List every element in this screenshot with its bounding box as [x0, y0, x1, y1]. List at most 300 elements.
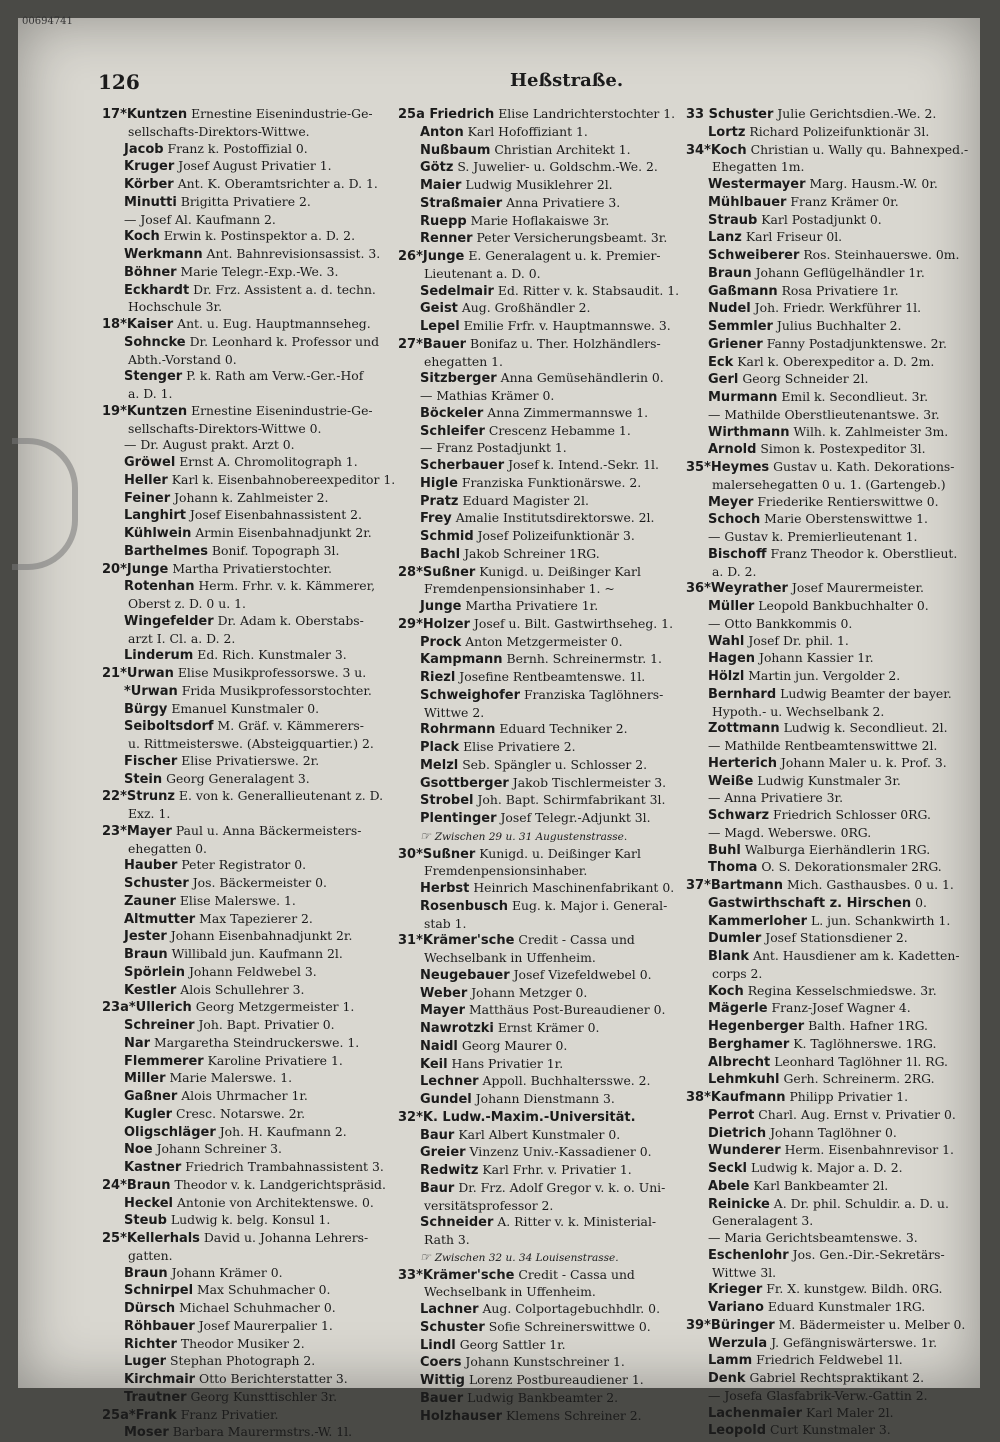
directory-entry [686, 1230, 976, 1247]
resident-details: — Josef Al. Kaufmann 2. [124, 211, 276, 227]
resident-details: Georg Sattler 1r. [459, 1336, 566, 1352]
resident-name: 22*Strunz [102, 789, 175, 805]
resident-details: — Gustav k. Premierlieutenant 1. [708, 529, 918, 544]
resident-name: Nar [124, 1035, 151, 1051]
directory-entry [398, 159, 688, 177]
directory-entry [686, 494, 976, 512]
resident-details: Cresc. Notarswe. 2r. [176, 1105, 306, 1121]
resident-details: Theodor Musiker 2. [180, 1335, 305, 1351]
directory-entry [686, 704, 976, 721]
resident-details: Elise Musikprofessorswe. 3 u. [177, 665, 367, 680]
resident-details: Antonie von Architektenswe. 0. [176, 1194, 374, 1210]
resident-name: Steub [124, 1213, 167, 1229]
directory-entry [686, 124, 976, 142]
resident-name: Geist [420, 301, 458, 317]
directory-entry [102, 1124, 392, 1142]
resident-details: Wechselbank in Uffenheim. [424, 950, 596, 965]
directory-entry [398, 634, 688, 652]
directory-entry [686, 1125, 976, 1143]
resident-name: 29*Holzer [398, 616, 470, 632]
resident-name: Lanz [708, 230, 742, 246]
directory-entry [398, 1301, 688, 1319]
resident-details: Martin jun. Vergolder 2. [748, 668, 901, 683]
resident-details: Karl Bankbeamter 2l. [753, 1177, 889, 1193]
resident-name: Böhner [124, 264, 177, 280]
resident-name: Dumler [708, 931, 762, 947]
resident-details: Marie Telegr.-Exp.-We. 3. [180, 263, 339, 279]
directory-entry [686, 1388, 976, 1405]
directory-entry [398, 283, 688, 301]
resident-details: Ant. Bahnrevisionsassist. 3. [206, 246, 381, 261]
directory-entry [102, 1035, 392, 1053]
column-middle [398, 106, 688, 1425]
resident-name: Pratz [420, 493, 459, 509]
resident-name: Mayer [420, 1003, 466, 1019]
directory-entry [398, 230, 688, 248]
resident-name: Kirchmair [124, 1372, 196, 1387]
directory-entry [102, 106, 392, 124]
resident-details: arzt I. Cl. a. D. 2. [128, 630, 236, 646]
directory-page [18, 16, 980, 1441]
directory-entry [102, 316, 392, 334]
resident-name: Schnirpel [124, 1283, 194, 1299]
directory-entry [686, 529, 976, 546]
resident-name: Stein [124, 771, 163, 787]
directory-entry [686, 546, 976, 564]
resident-name: Nudel [708, 301, 751, 317]
resident-details: Amalie Institutsdirektorswe. 2l. [455, 510, 655, 526]
resident-details: Simon k. Postexpeditor 3l. [760, 441, 926, 457]
directory-entry [398, 828, 688, 846]
resident-name: Krieger [708, 1282, 763, 1298]
resident-details: Rosa Privatiere 1r. [781, 282, 899, 298]
resident-details: Martha Privatierstochter. [172, 560, 332, 576]
directory-entry [686, 424, 976, 442]
page-header [98, 64, 978, 104]
resident-name: Baur [420, 1180, 455, 1196]
directory-entry [398, 1390, 688, 1408]
directory-entry [102, 613, 392, 631]
resident-name: 24*Braun [102, 1177, 171, 1193]
directory-entry [398, 1144, 688, 1162]
directory-entry [686, 407, 976, 424]
resident-name: Schleifer [420, 423, 485, 439]
resident-details: M. Gräf. v. Kämmerers- [217, 718, 364, 734]
resident-details: — Magd. Weberswe. 0RG. [708, 824, 872, 840]
resident-details: Josef Dr. phil. 1. [748, 632, 849, 648]
directory-entry [398, 124, 688, 142]
directory-entry [398, 318, 688, 336]
resident-details: Erwin k. Postinspektor a. D. 2. [163, 228, 356, 244]
resident-name: Murmann [708, 390, 778, 405]
resident-details: Ludwig k. Major a. D. 2. [750, 1160, 903, 1175]
directory-entry [686, 354, 976, 372]
resident-details: Anton Metzgermeister 0. [465, 633, 623, 649]
resident-details: Josefine Rentbeamtenswe. 1l. [459, 669, 646, 684]
resident-details: Ernst Krämer 0. [497, 1020, 600, 1035]
resident-name: Lachner [420, 1302, 479, 1317]
directory-entry [686, 229, 976, 247]
resident-name: 35*Heymes [686, 460, 770, 475]
directory-entry [102, 1300, 392, 1318]
directory-entry [686, 1196, 976, 1214]
resident-name: Bernhard [708, 686, 777, 702]
resident-details: Julie Gerichtsdien.-We. 2. [777, 106, 937, 121]
resident-name: Gundel [420, 1092, 472, 1107]
directory-entry [102, 525, 392, 543]
directory-entry [102, 1070, 392, 1088]
resident-details: Zwischen 32 u. 34 Louisenstrasse. [434, 1251, 619, 1264]
resident-details: Franziska Funktionärswe. 2. [461, 474, 642, 490]
directory-entry [102, 1371, 392, 1389]
resident-name: Greier [420, 1145, 466, 1161]
directory-entry [398, 1180, 688, 1198]
directory-entry [686, 720, 976, 738]
resident-details: Hypoth.- u. Wechselbank 2. [712, 703, 885, 719]
resident-details: Herm. Eisenbahnrevisor 1. [784, 1142, 954, 1158]
resident-details: Marie Malerswe. 1. [169, 1070, 293, 1086]
resident-name: Braun [124, 1265, 168, 1281]
directory-entry [102, 857, 392, 875]
resident-details: Karl Hofoffiziant 1. [467, 123, 588, 139]
resident-details: Gerh. Schreinerm. 2RG. [783, 1071, 935, 1087]
resident-details: Josef Vizefeldwebel 0. [513, 966, 652, 982]
directory-entry [686, 1317, 976, 1335]
resident-name: Meyer [708, 494, 754, 510]
resident-details: Johann Taglöhner 0. [770, 1124, 897, 1140]
directory-entry [686, 459, 976, 477]
resident-details: Ernst A. Chromolitograph 1. [179, 454, 358, 469]
resident-details: — Mathilde Rentbeamtenswittwe 2l. [708, 738, 938, 753]
resident-details: Josef u. Bilt. Gastwirthseheg. 1. [473, 615, 674, 631]
resident-name: Baur [420, 1127, 455, 1143]
directory-entry [398, 1372, 688, 1390]
resident-name: 27*Bauer [398, 336, 467, 352]
resident-name: Neugebauer [420, 967, 510, 983]
resident-details: E. von k. Generallieutenant z. D. [178, 788, 384, 804]
directory-entry [102, 823, 392, 841]
resident-name: Sedelmair [420, 283, 494, 299]
resident-name: Bischoff [708, 546, 767, 562]
directory-entry [102, 334, 392, 352]
directory-entry [686, 194, 976, 212]
directory-entry [686, 983, 976, 1001]
resident-details: A. Dr. phil. Schuldir. a. D. u. [773, 1195, 949, 1211]
resident-name: Böckeler [420, 405, 484, 421]
resident-name: Heckel [124, 1195, 173, 1211]
resident-details: Willibald jun. Kaufmann 2l. [171, 946, 343, 961]
resident-details: Crescenz Hebamme 1. [488, 422, 631, 438]
resident-details: Hans Privatier 1r. [451, 1055, 564, 1071]
resident-name: 37*Bartmann [686, 878, 784, 893]
resident-name: 18*Kaiser [102, 317, 174, 332]
directory-entry [102, 964, 392, 982]
resident-details: Josef Maurermeister. [791, 580, 924, 596]
directory-entry [102, 928, 392, 946]
resident-name: Anton [420, 124, 464, 140]
resident-details: Richard Polizeifunktionär 3l. [749, 123, 930, 139]
resident-details: Gustav u. Kath. Dekorations- [773, 459, 955, 474]
resident-details: Marg. Hausm.-W. 0r. [809, 176, 938, 191]
directory-entry [686, 1281, 976, 1299]
resident-details: Anna Gemüsehändlerin 0. [500, 370, 664, 386]
directory-entry [102, 471, 396, 490]
resident-name: Nußbaum [420, 142, 491, 158]
resident-details: Friedrich Feldwebel 1l. [756, 1352, 903, 1368]
resident-details: Elise Landrichterstochter 1. [498, 106, 676, 121]
directory-entry [686, 650, 976, 668]
resident-details: Ed. Ritter v. k. Stabsaudit. 1. [497, 282, 680, 298]
resident-details: Karl Maler 2l. [806, 1404, 894, 1420]
resident-details: — Anna Privatiere 3r. [708, 790, 844, 806]
resident-name: Denk [708, 1371, 746, 1386]
resident-name: Linderum [124, 648, 194, 664]
resident-name: Schoch [708, 512, 761, 528]
resident-name: Gsottberger [420, 775, 509, 791]
resident-details: Ludwig Musiklehrer 2l. [465, 177, 613, 192]
resident-name: Müller [708, 599, 755, 614]
resident-name: Griener [708, 336, 763, 352]
resident-name: Reinicke [708, 1196, 770, 1212]
resident-details: Elise Privatierswe. 2r. [181, 752, 320, 768]
resident-name: Semmler [708, 319, 773, 334]
resident-name: 23*Mayer [102, 823, 172, 839]
resident-name: Richter [124, 1336, 177, 1352]
resident-details: Margaretha Steindruckerswe. 1. [154, 1034, 360, 1050]
resident-name: Flemmerer [124, 1053, 204, 1069]
directory-entry [398, 863, 688, 880]
directory-entry [686, 773, 976, 791]
resident-details: Sofie Schreinerswittwe 0. [488, 1318, 651, 1334]
resident-name: Eschenlohr [708, 1247, 789, 1263]
resident-name: Seiboltsdorf [124, 719, 214, 735]
resident-name: Moser [124, 1425, 169, 1441]
resident-details: Michael Schuhmacher 0. [179, 1300, 336, 1315]
resident-details: Johann Kassier 1r. [758, 650, 874, 666]
directory-entry [686, 564, 976, 581]
resident-details: Emanuel Kunstmaler 0. [171, 700, 320, 716]
resident-name: Stenger [124, 369, 183, 385]
resident-name: Wunderer [708, 1143, 781, 1159]
directory-entry [102, 299, 392, 316]
resident-details: Franz Privatier. [180, 1406, 279, 1422]
resident-name: 30*Sußner [398, 846, 476, 862]
resident-name: Lechner [420, 1074, 479, 1090]
directory-entry [102, 665, 392, 683]
resident-details: Ant. K. Oberamtsrichter a. D. 1. [177, 176, 378, 191]
resident-details: — Mathias Krämer 0. [420, 388, 555, 403]
resident-name: Braun [708, 265, 752, 281]
resident-details: Georg Maurer 0. [461, 1037, 568, 1053]
directory-entry [398, 581, 688, 598]
resident-details: Regina Kesselschmiedswe. 3r. [747, 982, 937, 998]
directory-entry [398, 1002, 688, 1020]
resident-name: Straub [708, 212, 758, 228]
resident-name: Westermayer [708, 177, 806, 192]
resident-details: Georg Generalagent 3. [166, 770, 310, 786]
resident-details: Johann Kunstschreiner 1. [465, 1354, 625, 1370]
directory-entry [686, 389, 976, 407]
directory-entry [398, 1267, 688, 1285]
directory-entry [686, 441, 976, 459]
resident-details: ehegatten 1. [424, 353, 503, 369]
resident-details: Ant. u. Eug. Hauptmannseheg. [177, 316, 371, 331]
resident-details: Armin Eisenbahnadjunkt 2r. [195, 525, 372, 540]
directory-entry [686, 1054, 976, 1072]
directory-entry [686, 755, 976, 773]
resident-details: Elise Privatiere 2. [463, 739, 576, 754]
resident-details: Appoll. Buchhaltersswe. 2. [482, 1073, 651, 1089]
directory-entry [398, 440, 688, 457]
directory-entry [686, 212, 976, 230]
resident-name: Zauner [124, 893, 176, 909]
directory-entry [102, 718, 392, 736]
resident-details: Ludwig Beamter der bayer. [780, 685, 952, 701]
resident-details: Jakob Schreiner 1RG. [464, 545, 600, 561]
directory-entry [398, 705, 688, 722]
resident-details: L. jun. Schankwirth 1. [811, 912, 951, 928]
resident-name: Schreiner [124, 1018, 195, 1033]
resident-name: Lehmkuhl [708, 1072, 780, 1088]
resident-details: Eduard Magister 2l. [462, 492, 589, 508]
directory-entry [398, 775, 688, 793]
directory-entry [102, 212, 392, 229]
resident-details: Ludwig Kunstmaler 3r. [757, 772, 901, 788]
resident-details: u. Rittmeisterswe. (Absteigquartier.) 2. [128, 736, 374, 751]
directory-entry [398, 546, 688, 564]
resident-details: Friedrich Schlosser 0RG. [773, 807, 931, 822]
directory-entry [398, 1284, 688, 1301]
paper-clip-mark [12, 438, 78, 570]
resident-name: Maier [420, 178, 462, 193]
resident-name: Prock [420, 634, 462, 650]
directory-entry [102, 246, 392, 264]
directory-entry [686, 511, 976, 529]
resident-details: Eug. k. Major i. General- [511, 897, 668, 913]
pointing-hand-icon: ☞ [420, 828, 431, 843]
resident-details: Hochschule 3r. [128, 299, 223, 315]
resident-name: Fischer [124, 753, 178, 769]
resident-details: malersehegatten 0 u. 1. (Gartengeb.) [712, 476, 946, 492]
resident-details: stab 1. [424, 915, 467, 931]
directory-entry [398, 1127, 688, 1145]
directory-entry [398, 564, 688, 582]
directory-entry [398, 950, 688, 967]
directory-entry [398, 669, 688, 687]
directory-entry [102, 124, 392, 141]
directory-entry [102, 753, 392, 771]
resident-details: Kunigd. u. Deißinger Karl [479, 563, 641, 579]
directory-entry [102, 1017, 392, 1035]
resident-details: Eduard Techniker 2. [499, 721, 628, 737]
resident-details: J. Gefängniswärterswe. 1r. [771, 1334, 938, 1350]
directory-entry [398, 248, 688, 266]
resident-details: Seb. Spängler u. Schlosser 2. [462, 756, 648, 772]
resident-name: Lortz [708, 124, 746, 140]
resident-details: sellschafts-Direktors-Wittwe. [128, 123, 310, 139]
resident-name: Melzl [420, 757, 459, 773]
resident-details: Alois Schullehrer 3. [180, 981, 305, 997]
resident-details: Johann Eisenbahnadjunkt 2r. [170, 928, 353, 944]
directory-entry [686, 1405, 976, 1423]
directory-entry [398, 898, 688, 916]
directory-entry [398, 1319, 688, 1337]
directory-entry [398, 967, 688, 985]
resident-details: A. Ritter v. k. Ministerial- [497, 1214, 657, 1230]
resident-name: Trautner [124, 1389, 187, 1405]
resident-name: Körber [124, 177, 174, 192]
directory-entry [102, 403, 392, 421]
page-number: 126 [98, 70, 140, 94]
resident-name: Wahl [708, 633, 745, 649]
directory-entry [686, 668, 976, 686]
directory-entry [102, 141, 392, 159]
resident-name: Weiße [708, 773, 754, 789]
resident-name: Berghamer [708, 1036, 790, 1052]
resident-name: Riezl [420, 670, 456, 685]
directory-entry [102, 806, 392, 823]
directory-entry [686, 1213, 976, 1230]
directory-entry [398, 985, 688, 1003]
directory-entry [686, 283, 976, 301]
resident-name: Altmutter [124, 911, 196, 927]
resident-name: 33 Schuster [686, 107, 774, 122]
directory-entry [686, 336, 976, 354]
resident-name: Redwitz [420, 1163, 479, 1178]
resident-details: Jos. Bäckermeister 0. [192, 875, 327, 890]
directory-entry [102, 228, 392, 246]
resident-details: Karl Postadjunkt 0. [761, 211, 882, 227]
resident-name: 25a*Frank [102, 1407, 177, 1423]
resident-details: Max Schuhmacher 0. [196, 1282, 331, 1298]
resident-details: Marie Oberstenswittwe 1. [764, 511, 928, 527]
directory-entry [686, 1107, 976, 1125]
directory-entry [686, 1422, 976, 1440]
directory-entry [102, 946, 392, 964]
resident-details: Balth. Hafner 1RG. [808, 1018, 928, 1033]
directory-entry [102, 1424, 392, 1442]
directory-entry [398, 1056, 688, 1074]
directory-entry [398, 792, 688, 810]
directory-entry [686, 1000, 976, 1018]
resident-details: Exz. 1. [128, 806, 171, 821]
resident-details: Karl Friseur 0l. [745, 229, 843, 245]
resident-details: Curt Kunstmaler 3. [769, 1422, 891, 1438]
resident-details: S. Juwelier- u. Goldschm.-We. 2. [457, 159, 658, 175]
resident-name: Eckhardt [124, 282, 190, 298]
directory-entry [398, 651, 688, 669]
resident-name: Holzhauser [420, 1408, 503, 1424]
resident-name: Herbst [420, 881, 470, 896]
resident-name: Barthelmes [124, 543, 208, 559]
resident-name: Zottmann [708, 721, 780, 737]
resident-name: 23a*Ullerich [102, 1000, 192, 1016]
resident-name: Heller [124, 472, 168, 488]
resident-details: Dr. Adam k. Oberstabs- [217, 612, 364, 628]
directory-entry [398, 1198, 688, 1215]
resident-name: Lindl [420, 1337, 456, 1353]
directory-entry [398, 739, 688, 757]
resident-name: Braun [124, 947, 168, 962]
directory-entry [398, 846, 688, 864]
directory-entry [398, 598, 688, 616]
resident-name: Straßmaier [420, 195, 503, 211]
directory-entry [102, 1353, 392, 1371]
resident-details: Josef Polizeifunktionär 3. [477, 528, 635, 543]
directory-entry [686, 895, 976, 913]
resident-name: Kugler [124, 1106, 173, 1122]
resident-details: versitätsprofessor 2. [424, 1197, 554, 1213]
